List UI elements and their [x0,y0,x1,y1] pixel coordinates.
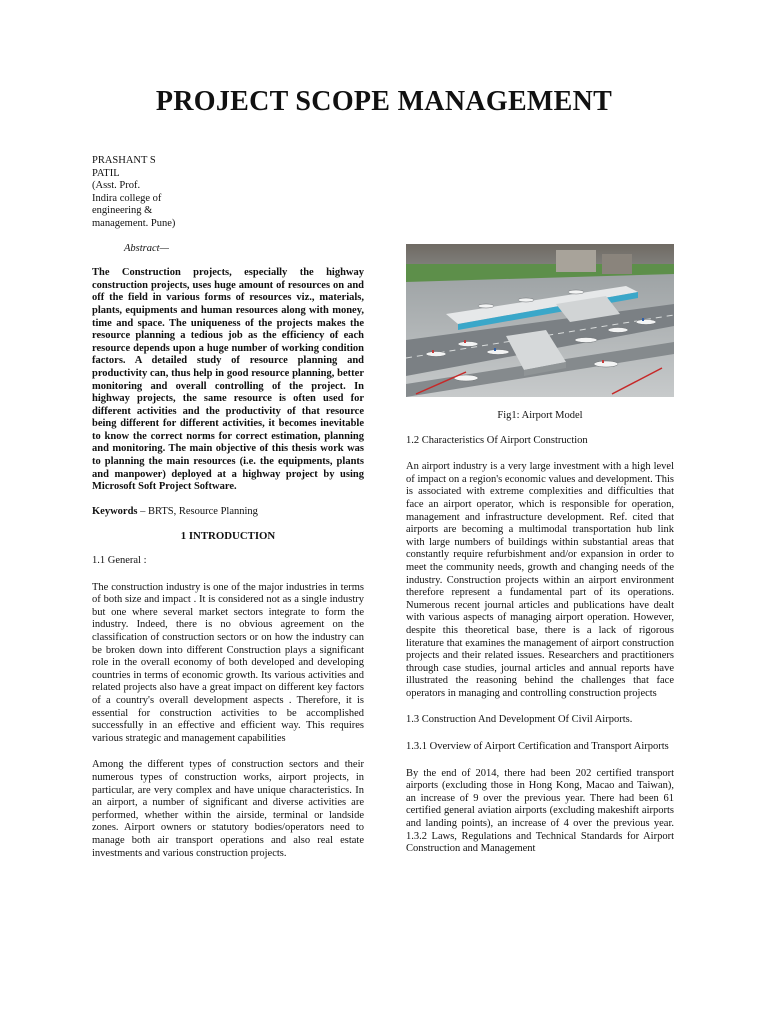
author-line: PATIL [92,167,120,179]
right-column [406,155,674,856]
page-title: PROJECT SCOPE MANAGEMENT [155,86,613,117]
keywords-label: Keywords [92,505,138,517]
author-block [92,155,364,231]
author-line: Indira college of [92,192,162,204]
paragraph-certified-airports: By the end of 2014, there had been 202 certified transport airports (excluding those in Hong Kong, Macao and Taiwan), an increase of 9 over the previous year. There had been 61 certified general aviation airports (excluding makeshift airports and landing points), an increase of 4 over the previous year. 1.3.2 Laws, Regulations and Technical Standards for Airport Construction and Management [406,767,674,855]
airport-model-image [406,244,674,397]
keywords [92,506,364,519]
paragraph-airport-industry: An airport industry is a very large investment with a high level of impact on a region's economic values and development. This is associated with extreme complexities and difficulties that face an airport operator, which is responsible for operation, management and infrastructure development. Ref. cited that airports are becoming a multimodal transportation hub link with large numbers of buildings within substantial areas that constantly require refurbishment and/or expansion in order to meet the community needs, growth and changing needs of the industry. Construction projects within an airport environment therefore represent a fundamental part of its operations. Numerous recent journal articles and publications have dealt with various aspects of managing airport operation. However, despite this theoretical base, there is a lack of rigorous literature that examines the management of airport construction projects and their related issues. Researchers and practitioners through case studies, journal articles and annual reports have illustrated the reasoning behind the challenges that face operators in managing and controlling construction projects [406,461,674,699]
figure-caption: Fig1: Airport Model [497,410,583,421]
abstract-text: The Construction projects, especially the highway construction projects, uses huge amount of resources on and off the field in various forms of resources viz., materials, plants, equipments and human resources along with money, time and space. The uniqueness of the projects makes the resource planning a tedious job as the efficiency of each resource depends upon a huge number of working condition factors. A detailed study of resource planning and productivity can, thus help in good resource planning, better monitoring and overall controlling of the project. In highway projects, the same resource is often used for different activities and the productivity of that resource being different for different activities, it becomes inevitable to know the correct norms for correct estimation, planning and monitoring. The main objective of this thesis work was to planning the main resources (i.e. the equipments, plants and manpower) deployed at a highway project by using Microsoft Soft Project Software. [92,267,364,493]
subsection-heading-certification: 1.3.1 Overview of Airport Certification and Transport Airports [406,741,669,753]
section-heading-introduction: 1 INTRODUCTION [180,530,276,543]
subsection-heading-civil-airports: 1.3 Construction And Development Of Civil Airports. [406,714,633,726]
paragraph-airport-projects: Among the different types of construction sectors and their numerous types of construction works, airport projects, in particular, are very complex and have unique characteristics. In an airport, a number of significant and diverse activities are performed, whether within the airside, terminal or landside zones. Airport owners or statutory bodies/operators need to manage both air transport operations and also real estate investments and various construction projects. [92,759,364,859]
subsection-heading-characteristics: 1.2 Characteristics Of Airport Construction [406,434,588,446]
author-line: management. Pune) [92,217,176,229]
author-line: PRASHANT S [92,155,156,166]
author-line: engineering & [92,205,153,217]
paragraph-construction-industry: The construction industry is one of the major industries in terms of both size and impact . It is considered not as a single industry but one where several market sectors integrate to form the industry. Indeed, there is no obvious agreement on the classification of construction sectors or on how the industry can be broken down into different Construction plays a significant role in the overall economy of both developed and developing countries in terms of economic growth. Its various activities and related projects also have a great impact on different key factors of a country's overall development aspects . Therefore, it is essential for construction activities to be accomplished successfully in an effective and efficient way. This requires various strategic and management capabilities [92,581,364,744]
keywords-text: – BRTS, Resource Planning [137,505,258,517]
author-line: (Asst. Prof. [92,180,141,192]
abstract-label: Abstract— [124,242,169,254]
subsection-heading-general: 1.1 General : [92,555,147,567]
left-column [92,155,364,860]
